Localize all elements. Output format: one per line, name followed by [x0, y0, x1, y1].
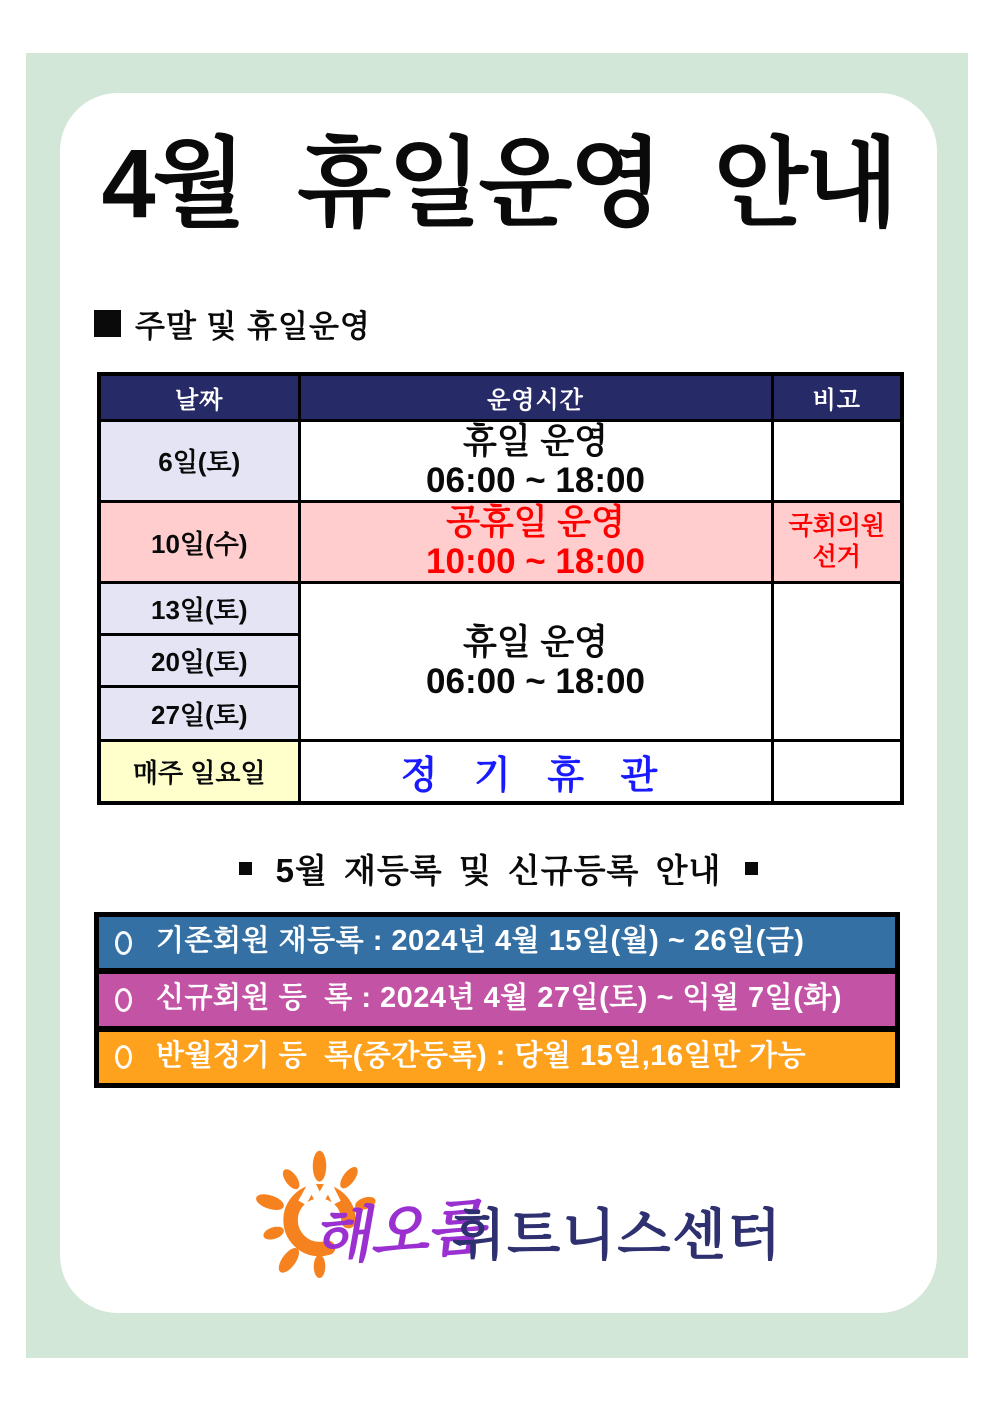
registration-item-new — [99, 974, 895, 1025]
hours-line2: 06:00 ~ 18:00 — [426, 661, 645, 701]
page-title: 4월 휴일운영 안내 — [101, 129, 896, 238]
registration-item-label: 신규회원 등 록 : 2024년 4월 27일(토) ~ 익월 7일(화) — [156, 982, 843, 1015]
hours-line1: 공휴일 운영 — [446, 502, 625, 542]
note-line1: 국회의원 — [788, 511, 886, 540]
circle-bullet-icon — [115, 988, 132, 1012]
registration-item-label: 반월정기 등 록(중간등록) : 당월 15일,16일만 가능 — [156, 1039, 807, 1072]
logo-script-text: 해오름 — [310, 1193, 486, 1272]
circle-bullet-icon — [115, 931, 132, 955]
weekend-section-heading — [94, 301, 371, 346]
hours-line2: 06:00 ~ 18:00 — [426, 460, 645, 500]
date-cell: 매주 일요일 — [99, 741, 299, 803]
date-cell: 27일(토) — [99, 687, 299, 741]
hours-cell-merged — [299, 583, 772, 741]
square-bullet-icon — [239, 862, 252, 875]
hours-cell — [299, 501, 772, 582]
holiday-schedule-table — [97, 372, 904, 805]
date-cell: 13일(토) — [99, 583, 299, 635]
note-cell-merged — [772, 583, 902, 741]
registration-item-label: 기존회원 재등록 : 2024년 4월 15일(월) ~ 26일(금) — [156, 925, 805, 958]
hours-line2: 10:00 ~ 18:00 — [426, 542, 645, 582]
square-bullet-icon — [94, 310, 121, 337]
fitness-center-logo — [60, 1133, 937, 1283]
note-cell — [772, 741, 902, 803]
note-line2: 선거 — [812, 543, 861, 572]
circle-bullet-icon — [115, 1045, 132, 1069]
registration-item-existing — [99, 917, 895, 968]
date-cell: 6일(토) — [99, 420, 299, 501]
table-row-wed10 — [99, 501, 902, 582]
table-header-row — [99, 374, 902, 420]
weekend-section-label: 주말 및 휴일운영 — [135, 309, 371, 344]
table-row-sat13 — [99, 583, 902, 635]
note-cell — [772, 501, 902, 582]
registration-info-box — [94, 912, 900, 1088]
header-hours: 운영시간 — [299, 374, 772, 420]
table-row-sunday — [99, 741, 902, 803]
poster-card — [60, 93, 937, 1313]
date-cell: 10일(수) — [99, 501, 299, 582]
hours-line1: 휴일 운영 — [463, 622, 608, 662]
registration-item-halfmonth — [99, 1032, 895, 1083]
logo-brand-text: 휘트니스센터 — [452, 1204, 783, 1266]
registration-section-label: 5월 재등록 및 신규등록 안내 — [275, 852, 722, 889]
header-note: 비고 — [772, 374, 902, 420]
regular-closed-label: 정 기 휴 관 — [400, 755, 671, 797]
date-cell: 20일(토) — [99, 635, 299, 687]
header-date: 날짜 — [99, 374, 299, 420]
note-cell — [772, 420, 902, 501]
table-row-sat6 — [99, 420, 902, 501]
square-bullet-icon — [745, 862, 758, 875]
registration-section-heading — [60, 845, 937, 892]
hours-line1: 휴일 운영 — [463, 421, 608, 461]
hours-cell — [299, 741, 772, 803]
hours-cell — [299, 420, 772, 501]
